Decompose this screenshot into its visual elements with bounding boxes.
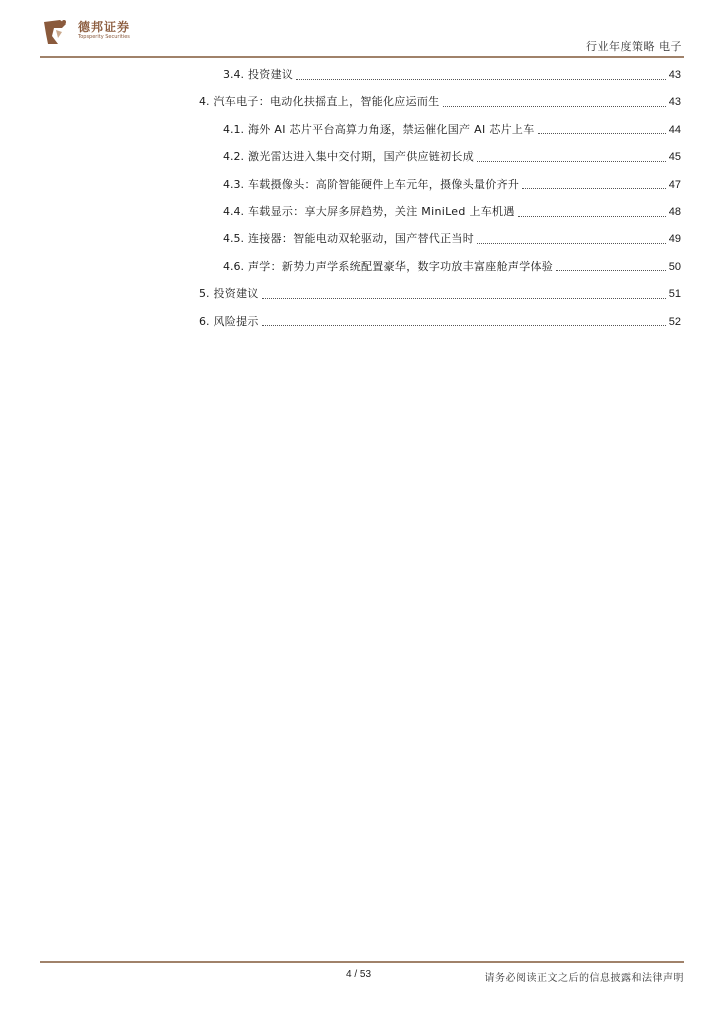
toc-entry[interactable] <box>199 313 681 331</box>
toc-entry-title: 连接器：智能电动双轮驱动，国产替代正当时 <box>248 232 474 246</box>
toc-entry-title: 激光雷达进入集中交付期，国产供应链初长成 <box>248 150 474 164</box>
toc-dot-leader <box>477 243 666 244</box>
toc-dot-leader <box>556 270 666 271</box>
toc-dot-leader <box>538 133 666 134</box>
toc-dot-leader <box>296 79 666 80</box>
toc-entry[interactable] <box>223 66 681 84</box>
toc-entry[interactable] <box>223 176 681 194</box>
toc-dot-leader <box>518 216 666 217</box>
toc-entry-number: 4.4. <box>223 205 244 218</box>
toc-entry[interactable] <box>223 258 681 276</box>
header-divider <box>40 56 684 58</box>
toc-dot-leader <box>522 188 666 189</box>
logo-english-name: Topsperity Securities <box>78 34 130 40</box>
toc-entry-number: 6. <box>199 314 210 328</box>
toc-entry[interactable] <box>223 230 681 248</box>
toc-entry-title: 声学：新势力声学系统配置豪华，数字功放丰富座舱声学体验 <box>248 259 554 273</box>
toc-entry-page: 43 <box>668 69 681 81</box>
company-logo-icon <box>40 16 72 48</box>
toc-entry-title: 风险提示 <box>213 314 259 328</box>
toc-entry-number: 4.3. <box>223 177 244 191</box>
toc-entry[interactable] <box>199 93 681 111</box>
toc-dot-leader <box>443 106 666 107</box>
report-type-label: 行业年度策略 电子 <box>586 40 682 53</box>
toc-entry[interactable] <box>223 203 681 221</box>
toc-entry-number: 4.1. <box>223 122 244 136</box>
toc-entry-title: 投资建议 <box>213 287 259 301</box>
toc-entry[interactable] <box>223 121 681 139</box>
toc-entry-title: 汽车电子：电动化扶摇直上，智能化应运而生 <box>213 95 440 109</box>
toc-entry-page: 50 <box>668 260 681 273</box>
toc-entry-number: 5. <box>199 287 210 301</box>
footer-divider <box>40 961 684 963</box>
toc-entry-number: 4.5. <box>223 232 244 246</box>
toc-entry-title: 车载摄像头：高阶智能硬件上车元年，摄像头量价齐升 <box>248 177 520 191</box>
toc-entry[interactable] <box>223 148 681 166</box>
toc-entry-page: 43 <box>668 96 681 109</box>
page-header <box>40 14 684 56</box>
toc-entry-number: 4. <box>199 95 210 109</box>
legal-disclaimer: 请务必阅读正文之后的信息披露和法律声明 <box>484 973 684 984</box>
toc-entry-number: 4.2. <box>223 150 244 164</box>
toc-entry-number: 4.6. <box>223 259 244 273</box>
toc-entry-title: 车载显示：享大屏多屏趋势，关注 MiniLed 上车机遇 <box>248 205 515 218</box>
toc-dot-leader <box>262 298 666 299</box>
toc-entry-title: 投资建议 <box>248 68 294 81</box>
toc-entry-title: 海外 AI 芯片平台高算力角逐，禁运催化国产 AI 芯片上车 <box>248 122 535 136</box>
logo-chinese-name: 德邦证券 <box>78 20 131 34</box>
toc-dot-leader <box>477 161 666 162</box>
company-logo <box>40 14 150 50</box>
toc-entry-page: 47 <box>668 178 681 191</box>
toc-entry-number: 3.4. <box>223 68 244 81</box>
toc-entry-page: 49 <box>668 233 681 246</box>
toc-entry-page: 45 <box>668 151 681 164</box>
toc-entry-page: 51 <box>668 288 681 301</box>
toc-dot-leader <box>262 325 666 326</box>
toc-entry-page: 48 <box>668 206 681 218</box>
page-number: 4 / 53 <box>346 969 372 980</box>
toc-entry-page: 52 <box>668 315 681 328</box>
toc-entry-page: 44 <box>668 123 681 136</box>
toc-entry[interactable] <box>199 285 681 303</box>
